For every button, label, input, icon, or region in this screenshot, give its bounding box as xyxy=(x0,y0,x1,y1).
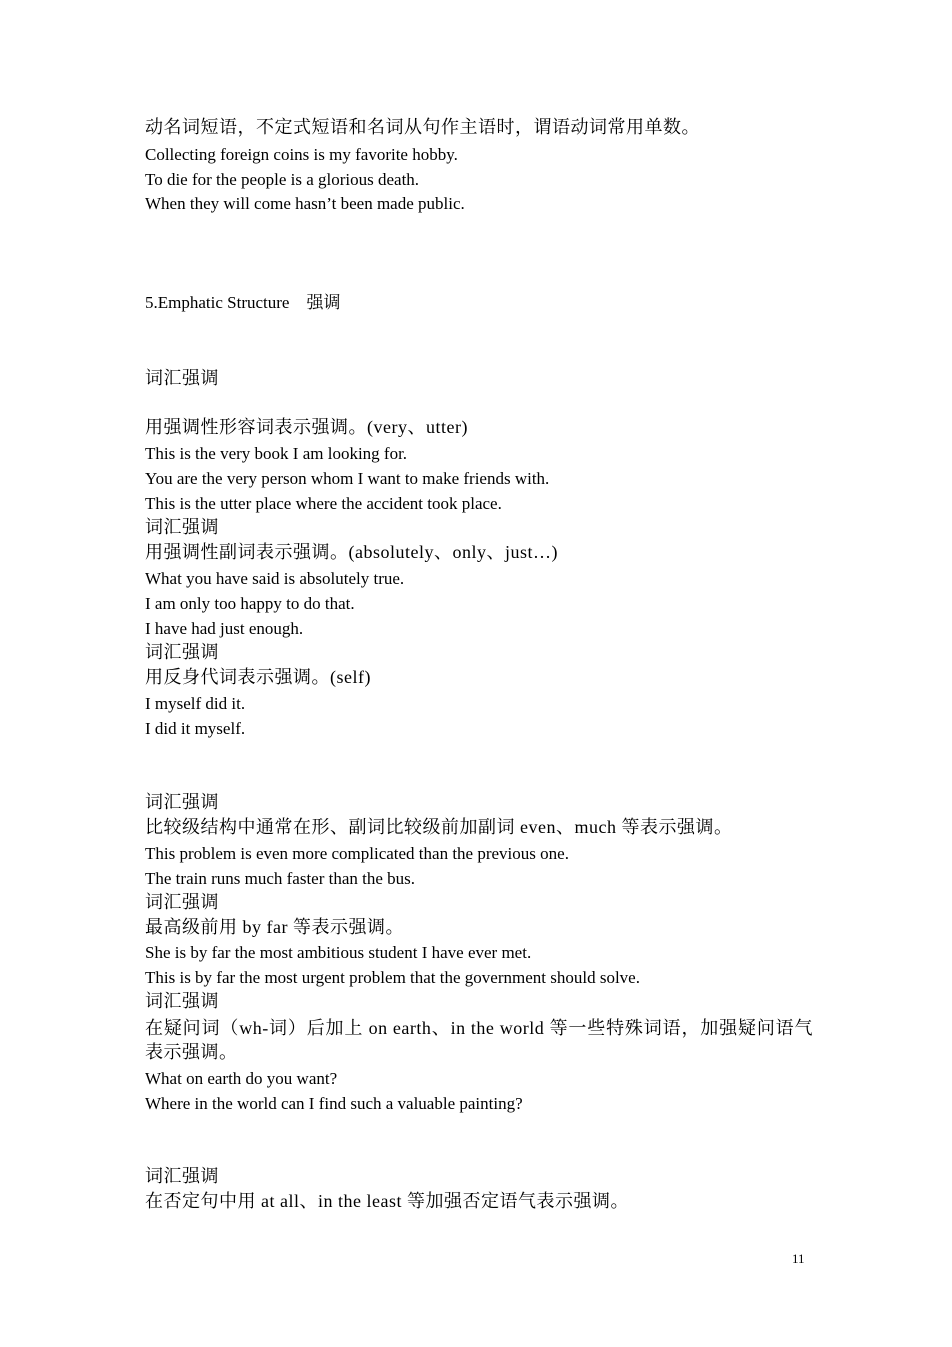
example-sentence: This is the very book I am looking for. xyxy=(145,444,408,463)
subheading: 词汇强调 xyxy=(145,991,219,1011)
subheading: 词汇强调 xyxy=(145,368,219,388)
example-sentence: I myself did it. xyxy=(145,694,246,713)
subheading: 词汇强调 xyxy=(145,1166,219,1186)
rule-line: 用反身代词表示强调。(self) xyxy=(145,667,371,687)
page-number: 11 xyxy=(792,1251,805,1266)
example-sentence: Collecting foreign coins is my favorite hobby. xyxy=(145,145,458,164)
example-sentence: She is by far the most ambitious student I have ever met. xyxy=(145,943,532,962)
example-sentence: This is by far the most urgent problem that the government should solve. xyxy=(145,968,640,987)
example-sentence: This problem is even more complicated than the previous one. xyxy=(145,844,569,863)
example-sentence: What on earth do you want? xyxy=(145,1069,338,1088)
example-sentence: To die for the people is a glorious death. xyxy=(145,170,420,189)
example-sentence: When they will come hasn’t been made public. xyxy=(145,194,465,213)
example-sentence: What you have said is absolutely true. xyxy=(145,569,405,588)
subheading: 词汇强调 xyxy=(145,892,219,912)
example-sentence: I have had just enough. xyxy=(145,619,304,638)
example-sentence: I am only too happy to do that. xyxy=(145,594,355,613)
rule-line: 在疑问词（wh-词）后加上 on earth、in the world 等一些特殊词语，加强疑问语气表示强调。 xyxy=(145,1018,813,1062)
subheading: 词汇强调 xyxy=(145,517,219,537)
example-sentence: This is the utter place where the accident took place. xyxy=(145,494,502,513)
subheading: 词汇强调 xyxy=(145,642,219,662)
rule-line: 在否定句中用 at all、in the least 等加强否定语气表示强调。 xyxy=(145,1191,629,1211)
example-sentence: I did it myself. xyxy=(145,719,246,738)
rule-line: 用强调性副词表示强调。(absolutely、only、just…) xyxy=(145,542,558,562)
rule-line: 比较级结构中通常在形、副词比较级前加副词 even、much 等表示强调。 xyxy=(145,817,733,837)
subheading: 词汇强调 xyxy=(145,792,219,812)
rule-line: 最高级前用 by far 等表示强调。 xyxy=(145,917,404,937)
example-sentence: Where in the world can I find such a valuable painting? xyxy=(145,1094,523,1113)
example-sentence: You are the very person whom I want to make friends with. xyxy=(145,469,550,488)
section-heading: 5.Emphatic Structure 强调 xyxy=(145,293,341,312)
example-sentence: The train runs much faster than the bus. xyxy=(145,869,416,888)
rule-line: 动名词短语，不定式短语和名词从句作主语时，谓语动词常用单数。 xyxy=(145,117,700,137)
rule-line: 用强调性形容词表示强调。(very、utter) xyxy=(145,417,468,437)
